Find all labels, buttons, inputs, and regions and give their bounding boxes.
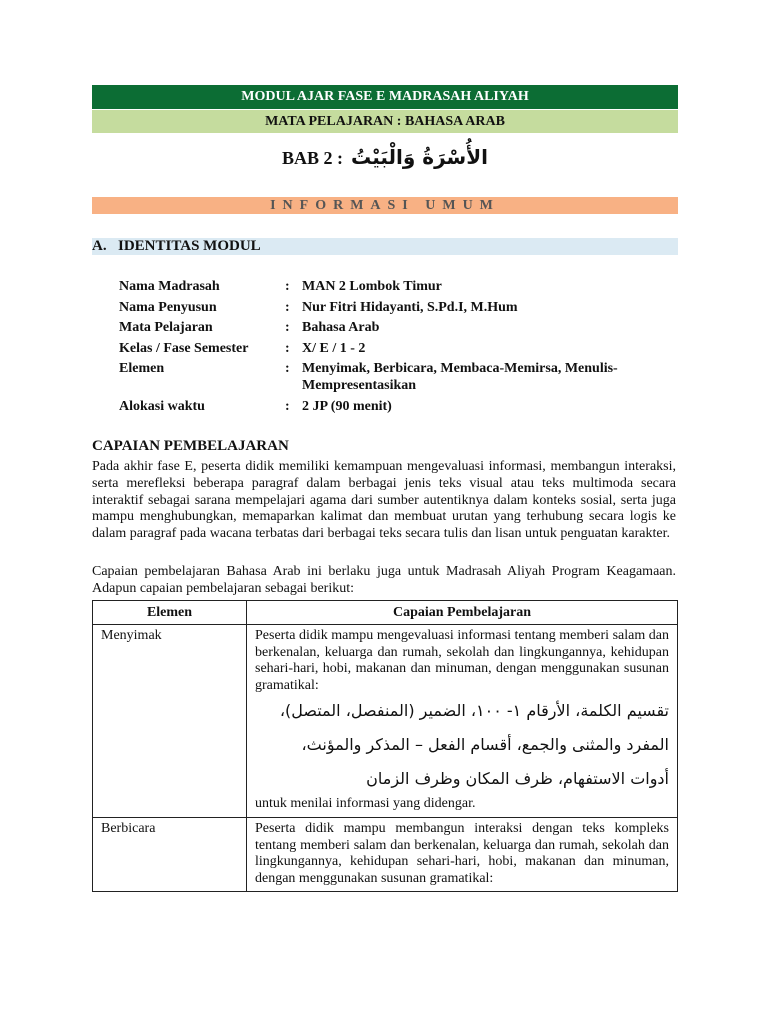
arabic-grammar-line: المفرد والمثنى والجمع، أقسام الفعل – المذكر والمؤنث، xyxy=(301,735,669,755)
identitas-label: Kelas / Fase Semester xyxy=(119,340,249,356)
identitas-colon: : xyxy=(285,320,290,335)
identitas-label: Elemen xyxy=(119,361,165,376)
identitas-value: Menyimak, Berbicara, Membaca-Memirsa, Menulis-Mempresentasikan xyxy=(302,361,618,393)
identitas-row xyxy=(119,398,679,415)
capaian-paragraph: Capaian pembelajaran Bahasa Arab ini berlaku juga untuk Madrasah Aliyah Program Keagamaan. Adapun capaian pembelajaran sebagai berikut: xyxy=(92,564,676,596)
identitas-list xyxy=(119,278,679,418)
capaian-paragraph: Pada akhir fase E, peserta didik memiliki kemampuan mengevaluasi informasi, membangun interaksi, serta merefleksi beberapa paragraf dalam berbagai jenis teks visual atau teks multimoda secara interaktif sebagai sarana mempelajari agama dari sumber autentiknya dalam konteks sosial, serta juga mampu menghubungkan, memaparkan kalimat dan membuat urutan yang terhubung secara logis ke dalam paragraf pada wacana terbatas dari berbagai teks secara tulis dan lisan untuk penguatan karakter. xyxy=(92,459,676,542)
identitas-number: A. xyxy=(92,238,107,254)
identitas-label: Nama Madrasah xyxy=(119,279,220,294)
table-row xyxy=(93,817,678,891)
chapter-label: BAB 2 : xyxy=(282,148,344,168)
identitas-colon: : xyxy=(285,340,290,356)
capaian-text: Peserta didik mampu mengevaluasi informasi tentang memberi salam dan berkenalan, keluarga dan rumah, sekolah dan lingkungannya, kehidupan sehari-hari, hobi, makanan dan minuman, dengan menggunakan susunan gramatikal: xyxy=(255,628,669,693)
elemen-cell: Menyimak xyxy=(93,625,247,818)
capaian-table xyxy=(92,600,678,892)
chapter-heading xyxy=(92,140,678,174)
identitas-colon: : xyxy=(285,398,290,414)
identitas-value: 2 JP (90 menit) xyxy=(302,398,392,414)
identitas-row xyxy=(119,278,679,295)
identitas-row xyxy=(119,360,679,394)
identitas-label: Alokasi waktu xyxy=(119,398,205,414)
chapter-arabic-title: الأُسْرَةُ وَالْبَيْتُ xyxy=(351,145,488,169)
identitas-title: IDENTITAS MODUL xyxy=(118,238,261,254)
identitas-colon: : xyxy=(285,299,290,315)
arabic-grammar-line: أدوات الاستفهام، ظرف المكان وظرف الزمان xyxy=(366,769,669,789)
capaian-text-after: untuk menilai informasi yang didengar. xyxy=(255,796,476,812)
identitas-label: Mata Pelajaran xyxy=(119,320,213,335)
table-header-row xyxy=(93,601,678,625)
identitas-row xyxy=(119,299,679,316)
subject-bar: MATA PELAJARAN : BAHASA ARAB xyxy=(92,110,678,133)
identitas-value: X/ E / 1 - 2 xyxy=(302,340,366,356)
identitas-value: Bahasa Arab xyxy=(302,320,380,335)
arabic-grammar-line: تقسيم الكلمة، الأرقام ١- ١٠٠، الضمير (المنفصل، المتصل)، xyxy=(279,701,669,721)
column-header-capaian: Capaian Pembelajaran xyxy=(247,601,678,625)
capaian-text: Peserta didik mampu membangun interaksi dengan teks kompleks tentang memberi salam dan berkenalan, keluarga dan rumah, sekolah dan lingkungannya, kehidupan sehari-hari, hobi, makanan dan minuman, dengan menggunakan susunan gramatikal: xyxy=(255,820,669,886)
identitas-value: MAN 2 Lombok Timur xyxy=(302,279,442,294)
column-header-elemen: Elemen xyxy=(93,601,247,625)
table-row xyxy=(93,625,678,818)
section-informasi-umum: INFORMASI UMUM xyxy=(92,197,678,214)
module-title-bar: MODUL AJAR FASE E MADRASAH ALIYAH xyxy=(92,85,678,109)
capaian-heading: CAPAIAN PEMBELAJARAN xyxy=(92,438,289,454)
identitas-colon: : xyxy=(285,361,290,376)
identitas-label: Nama Penyusun xyxy=(119,299,217,315)
identitas-value: Nur Fitri Hidayanti, S.Pd.I, M.Hum xyxy=(302,299,518,315)
capaian-cell xyxy=(247,817,678,891)
identitas-colon: : xyxy=(285,279,290,294)
capaian-cell xyxy=(247,625,678,818)
elemen-cell: Berbicara xyxy=(93,817,247,891)
identitas-row xyxy=(119,340,679,357)
identitas-heading xyxy=(92,238,261,255)
identitas-row xyxy=(119,319,679,336)
